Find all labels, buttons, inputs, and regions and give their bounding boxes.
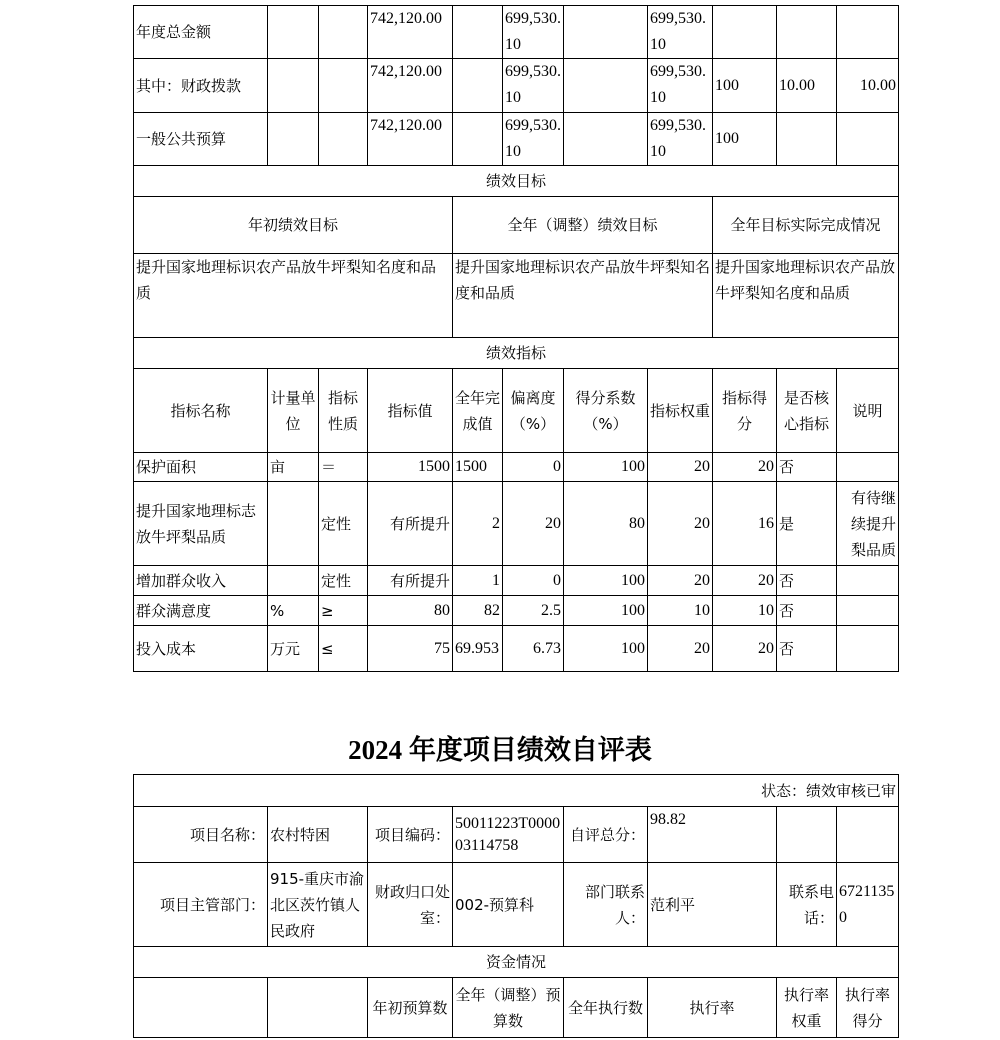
indicator-actual: 69.953: [453, 626, 503, 672]
header-deviation: 偏离度（%）: [503, 369, 564, 453]
indicator-core: 否: [777, 566, 837, 596]
indicators-header-row: [134, 369, 899, 453]
indicator-nature: 定性: [319, 482, 368, 566]
header-indicator-name: 指标名称: [134, 369, 268, 453]
funds-row: [134, 113, 899, 166]
funds-row: [134, 59, 899, 113]
funds-weight: 10.00: [777, 59, 837, 113]
contact-value: 范利平: [648, 863, 777, 947]
indicator-name: 提升国家地理标志放牛坪梨品质: [134, 482, 268, 566]
phone-label: 联系电话：: [777, 863, 837, 947]
header-score: 指标得分: [713, 369, 777, 453]
funds-executed: 699,530.10: [648, 59, 713, 113]
project-name-value: 农村特困: [268, 807, 368, 863]
indicator-note: [837, 596, 899, 626]
funds-section-title: 资金情况: [134, 947, 899, 978]
indicator-score: 10: [713, 596, 777, 626]
indicator-weight: 20: [648, 566, 713, 596]
table-row: [134, 566, 899, 596]
funds-score: 10.00: [837, 59, 899, 113]
indicator-score: 16: [713, 482, 777, 566]
indicator-weight: 10: [648, 596, 713, 626]
indicator-actual: 1: [453, 566, 503, 596]
funds-adjusted: 699,530.10: [503, 59, 564, 113]
dept-value: 915-重庆市渝北区茨竹镇人民政府: [268, 863, 368, 947]
header-target: 指标值: [368, 369, 453, 453]
table-row: [134, 453, 899, 482]
funds-weight: [777, 6, 837, 59]
indicator-nature: ≥: [319, 596, 368, 626]
header-adjusted-budget: 全年（调整）预算数: [453, 978, 564, 1038]
project-name-label: 项目名称：: [134, 807, 268, 863]
indicator-core: 是: [777, 482, 837, 566]
phone-value: 67211350: [837, 863, 899, 947]
header-nature: 指标性质: [319, 369, 368, 453]
funds-header-row: [134, 978, 899, 1038]
indicator-note: [837, 566, 899, 596]
self-evaluation-form: [133, 774, 899, 1038]
indicator-weight: 20: [648, 626, 713, 672]
indicator-note: 有待继续提升梨品质: [837, 482, 899, 566]
indicator-name: 投入成本: [134, 626, 268, 672]
indicator-target: 有所提升: [368, 566, 453, 596]
header-core: 是否核心指标: [777, 369, 837, 453]
indicator-name: 群众满意度: [134, 596, 268, 626]
indicator-actual: 82: [453, 596, 503, 626]
dept-label: 项目主管部门：: [134, 863, 268, 947]
indicator-weight: 20: [648, 453, 713, 482]
funds-initial: 742,120.00: [368, 6, 453, 59]
funds-initial: 742,120.00: [368, 59, 453, 113]
indicator-score: 20: [713, 626, 777, 672]
project-code-value: 50011223T000003114758: [453, 807, 564, 863]
indicator-core: 否: [777, 453, 837, 482]
indicator-note: [837, 626, 899, 672]
goals-col-initial: 年初绩效目标: [134, 197, 453, 254]
indicator-deviation: 2.5: [503, 596, 564, 626]
indicators-section-title: 绩效指标: [134, 338, 899, 369]
indicator-weight: 20: [648, 482, 713, 566]
indicator-core: 否: [777, 596, 837, 626]
funds-weight: [777, 113, 837, 166]
indicator-coef: 100: [564, 453, 648, 482]
indicator-core: 否: [777, 626, 837, 672]
indicator-actual: 1500: [453, 453, 503, 482]
indicator-unit: 万元: [268, 626, 319, 672]
office-value: 002-预算科: [453, 863, 564, 947]
indicator-nature: 定性: [319, 566, 368, 596]
indicator-nature: ＝: [319, 453, 368, 482]
goals-col-adjusted: 全年（调整）绩效目标: [453, 197, 713, 254]
indicator-actual: 2: [453, 482, 503, 566]
indicator-score: 20: [713, 566, 777, 596]
funds-adjusted: 699,530.10: [503, 6, 564, 59]
indicator-unit: 亩: [268, 453, 319, 482]
funds-row-label: 一般公共预算: [134, 113, 268, 166]
indicator-note: [837, 453, 899, 482]
indicator-target: 有所提升: [368, 482, 453, 566]
header-note: 说明: [837, 369, 899, 453]
office-label: 财政归口处室：: [368, 863, 453, 947]
indicator-name: 保护面积: [134, 453, 268, 482]
indicator-target: 75: [368, 626, 453, 672]
table-row: [134, 596, 899, 626]
funds-row-label: 年度总金额: [134, 6, 268, 59]
funds-rate: 100: [713, 113, 777, 166]
goals-col-actual: 全年目标实际完成情况: [713, 197, 899, 254]
indicator-unit: [268, 482, 319, 566]
header-rate-score: 执行率得分: [837, 978, 899, 1038]
funds-executed: 699,530.10: [648, 113, 713, 166]
header-weight: 指标权重: [648, 369, 713, 453]
indicator-unit: [268, 566, 319, 596]
indicator-deviation: 20: [503, 482, 564, 566]
performance-table-continued: [133, 5, 899, 672]
funds-initial: 742,120.00: [368, 113, 453, 166]
table-row: [134, 482, 899, 566]
indicator-deviation: 6.73: [503, 626, 564, 672]
page-title: 2024 年度项目绩效自评表: [348, 735, 652, 765]
funds-row: [134, 6, 899, 59]
indicator-unit: %: [268, 596, 319, 626]
table-row: [134, 626, 899, 672]
header-executed: 全年执行数: [564, 978, 648, 1038]
score-value: 98.82: [648, 807, 777, 863]
indicator-name: 增加群众收入: [134, 566, 268, 596]
contact-label: 部门联系人：: [564, 863, 648, 947]
goal-actual-text: 提升国家地理标识农产品放牛坪梨知名度和品质: [713, 254, 899, 338]
funds-score: [837, 113, 899, 166]
indicator-score: 20: [713, 453, 777, 482]
indicator-deviation: 0: [503, 453, 564, 482]
header-exec-rate: 执行率: [648, 978, 777, 1038]
indicator-coef: 100: [564, 596, 648, 626]
project-code-label: 项目编码：: [368, 807, 453, 863]
goal-initial-text: 提升国家地理标识农产品放牛坪梨知名度和品质: [134, 254, 453, 338]
indicator-coef: 100: [564, 566, 648, 596]
header-actual: 全年完成值: [453, 369, 503, 453]
goal-adjusted-text: 提升国家地理标识农产品放牛坪梨知名度和品质: [453, 254, 713, 338]
score-label: 自评总分：: [564, 807, 648, 863]
goals-section-title: 绩效目标: [134, 166, 899, 197]
funds-executed: 699,530.10: [648, 6, 713, 59]
funds-rate: 100: [713, 59, 777, 113]
header-coef: 得分系数（%）: [564, 369, 648, 453]
indicator-coef: 100: [564, 626, 648, 672]
header-unit: 计量单位: [268, 369, 319, 453]
funds-row-label: 其中：财政拨款: [134, 59, 268, 113]
funds-rate: [713, 6, 777, 59]
indicator-target: 1500: [368, 453, 453, 482]
indicator-nature: ≤: [319, 626, 368, 672]
status-badge: 状态：绩效审核已审: [134, 775, 899, 807]
indicator-target: 80: [368, 596, 453, 626]
header-initial-budget: 年初预算数: [368, 978, 453, 1038]
funds-score: [837, 6, 899, 59]
indicator-coef: 80: [564, 482, 648, 566]
funds-adjusted: 699,530.10: [503, 113, 564, 166]
indicator-deviation: 0: [503, 566, 564, 596]
header-rate-weight: 执行率权重: [777, 978, 837, 1038]
